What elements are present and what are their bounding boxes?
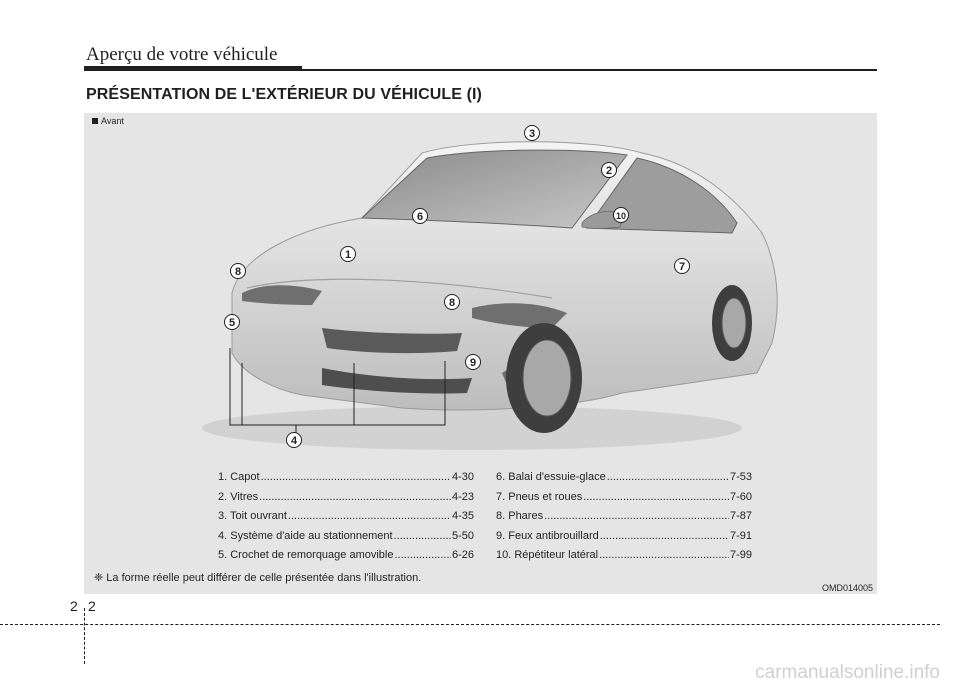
legend-item-label: 4. Système d'aide au stationnement xyxy=(218,529,393,542)
view-label-text: Avant xyxy=(101,116,124,126)
leader-dots xyxy=(394,527,451,547)
legend-item-page: 5-50 xyxy=(451,529,474,542)
legend-right-column xyxy=(496,468,752,566)
legend-item xyxy=(218,546,474,566)
callout-1-label: 1 xyxy=(344,249,352,261)
legend-item-page: 4-23 xyxy=(451,490,474,503)
legend-item-label: 7. Pneus et roues xyxy=(496,490,583,503)
callout-6-label: 6 xyxy=(416,211,424,223)
callout-4 xyxy=(287,433,302,448)
legend-item xyxy=(218,488,474,508)
legend-item xyxy=(496,488,752,508)
callout-10 xyxy=(614,208,629,223)
legend-item-label: 1. Capot xyxy=(218,471,260,483)
callout-7 xyxy=(675,259,690,274)
leader-dots xyxy=(607,468,729,488)
legend-item xyxy=(496,507,752,527)
callout-4-label: 4 xyxy=(290,435,298,447)
callout-7-label: 7 xyxy=(678,261,686,273)
callout-8a xyxy=(231,264,246,279)
callout-5-label: 5 xyxy=(228,317,236,329)
page-number-right: 2 xyxy=(88,598,96,614)
header-rule-thick xyxy=(84,66,302,71)
leader-dots xyxy=(600,527,729,547)
legend-item-page: 4-30 xyxy=(451,471,474,483)
legend-item-page: 7-60 xyxy=(729,490,752,503)
legend-left-column xyxy=(218,468,474,566)
legend-item-label: 6. Balai d'essuie-glace xyxy=(496,471,606,483)
legend-item xyxy=(218,527,474,547)
leader-dots xyxy=(288,507,451,527)
callout-2 xyxy=(602,163,617,178)
section-title: PRÉSENTATION DE L'EXTÉRIEUR DU VÉHICULE (I) xyxy=(86,86,482,103)
footer-dashed-divider xyxy=(84,608,85,664)
reference-code: OMD014005 xyxy=(821,583,873,593)
leader-dots xyxy=(394,546,450,566)
legend-item-page: 6-26 xyxy=(451,549,474,562)
leader-dots xyxy=(599,546,729,566)
leader-dots xyxy=(259,488,451,508)
legend-item xyxy=(496,546,752,566)
figure-panel xyxy=(84,113,877,594)
legend-item-label: 2. Vitres xyxy=(218,490,259,503)
legend-item-page: 7-53 xyxy=(729,471,752,483)
legend-item-label: 8. Phares xyxy=(496,510,544,523)
leader-dots xyxy=(261,468,451,488)
front-wheel-rim xyxy=(523,340,571,416)
leader-dots xyxy=(544,507,729,527)
legend-item xyxy=(496,527,752,547)
legend-item xyxy=(496,468,752,488)
legend-item-page: 7-91 xyxy=(729,529,752,542)
callout-8b-label: 8 xyxy=(448,297,456,309)
callout-9 xyxy=(466,355,481,370)
page-number-left: 2 xyxy=(70,598,78,614)
legend-item xyxy=(218,507,474,527)
callout-3 xyxy=(525,126,540,141)
view-label xyxy=(92,116,124,126)
square-bullet-icon xyxy=(92,118,98,124)
watermark: carmanualsonline.info xyxy=(755,662,940,683)
callout-9-label: 9 xyxy=(469,357,477,369)
legend-item-label: 9. Feux antibrouillard xyxy=(496,529,599,542)
legend-item-label: 10. Répétiteur latéral xyxy=(496,549,599,562)
callout-6 xyxy=(413,209,428,224)
footer-dashed-rule xyxy=(0,624,940,625)
chapter-title: Aperçu de votre véhicule xyxy=(86,44,278,65)
callout-5 xyxy=(225,315,240,330)
disclaimer: ❈ La forme réelle peut différer de celle présentée dans l'illustration. xyxy=(94,572,422,584)
leader-dots xyxy=(583,488,729,508)
callout-2-label: 2 xyxy=(605,165,613,177)
legend-item-page: 7-99 xyxy=(729,549,752,562)
header-rule-thin xyxy=(302,69,877,71)
callout-10-label: 10 xyxy=(615,211,627,221)
legend-item-label: 5. Crochet de remorquage amovible xyxy=(218,549,394,562)
legend-item-page: 4-35 xyxy=(451,510,474,523)
legend-item xyxy=(218,468,474,488)
callout-3-label: 3 xyxy=(528,128,536,140)
callout-8a-label: 8 xyxy=(234,266,242,278)
car-illustration xyxy=(172,123,792,463)
ground-shadow xyxy=(202,406,742,450)
legend-item-label: 3. Toit ouvrant xyxy=(218,510,287,523)
legend-item-page: 7-87 xyxy=(729,510,752,523)
callout-1 xyxy=(341,247,356,262)
rear-wheel-rim xyxy=(722,298,746,348)
callout-8b xyxy=(445,295,460,310)
